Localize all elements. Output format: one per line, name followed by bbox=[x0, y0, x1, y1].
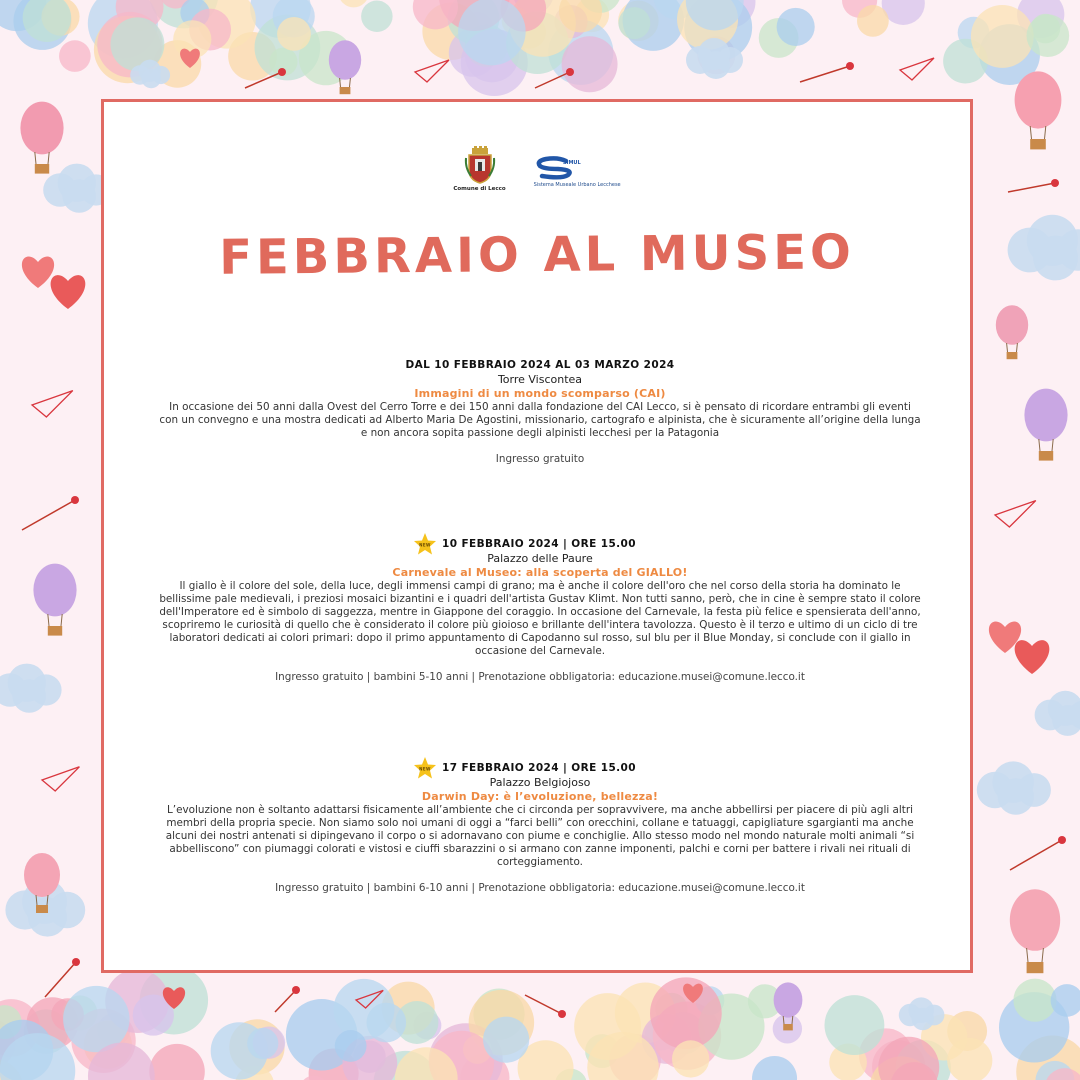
arrow-decoration bbox=[72, 958, 80, 966]
arrow-decoration bbox=[275, 990, 296, 1012]
bubble-decoration bbox=[59, 40, 91, 72]
arrow-decoration bbox=[22, 500, 75, 530]
event-description: Il giallo è il colore del sole, della luce, degli immensi campi di grano; ma è anche il colore dell'oro che nel corso della storia ha dominato le bellissime pale medievali, i preziosi mosaici bizantini e i quadri dell'artista Gustav Klimt. Non tutti sanno, però, che in cine è sempre stato il colore dell'Imperatore ed è simbolo di saggezza, mentre in Giappone del coraggio. In occasione del Carnevale, la festa più felice e spensierata dell'anno, scopriremo le curiosità di quello che è considerato il colore più gioioso e brillante dell'intera tavolozza. Questo è il terzo e ultimo di un ciclo di tre laboratori dedicati ai colori primari: dopo il primo appuntamento di Capodanno sul rosso, sul blu per il Blue Monday, si conclude con il giallo in occasione del Carnevale. bbox=[159, 580, 921, 657]
simul-mark: SIMUL bbox=[562, 160, 581, 166]
balloon-decoration bbox=[996, 305, 1028, 345]
balloon-decoration bbox=[329, 40, 361, 80]
event-place: Torre Viscontea bbox=[497, 373, 583, 386]
paper-plane-decoration bbox=[415, 60, 449, 82]
paper-plane-decoration bbox=[32, 391, 73, 417]
balloon-basket bbox=[1039, 451, 1053, 461]
event-description: L’evoluzione non è soltanto adattarsi fisicamente all’ambiente che ci circonda per sopravvivere, ma anche abbellirsi per piacere di più agli altri membri della propria specie. Non siamo solo noi umani di oggi a “farci belli” con orecchini, collane e tatuaggi, capigliature sgargianti ma anche alcuni dei nostri antenati si dipingevano il corpo o si adornavano con piume e conchiglie. Allo stesso modo nel mondo naturale molti animali “si abbelliscono” con piumaggi colorati e vistosi e ciuffi sbarazzini o si armano con zanne imponenti, palchi e corni per battere i rivali nei rituali di corteggiamento. bbox=[165, 804, 915, 868]
logo-bar bbox=[104, 146, 970, 192]
cloud-decoration bbox=[702, 51, 730, 79]
comune-di-lecco-logo bbox=[453, 146, 505, 192]
event-place: Palazzo Belgiojoso bbox=[489, 776, 591, 789]
arrow-decoration bbox=[1051, 179, 1059, 187]
arrow-decoration bbox=[566, 68, 574, 76]
paper-plane-decoration bbox=[42, 767, 79, 791]
balloon-basket bbox=[1007, 352, 1018, 359]
bubble-decoration bbox=[971, 5, 1034, 68]
event-date: NEW 17 FEBBRAIO 2024 | ORE 15.00 bbox=[159, 760, 921, 775]
cloud-decoration bbox=[12, 679, 46, 713]
balloon-basket bbox=[36, 905, 48, 913]
event-date: DAL 10 FEBBRAIO 2024 AL 03 MARZO 2024 bbox=[405, 358, 675, 371]
bubble-decoration bbox=[1026, 14, 1069, 57]
heart-decoration bbox=[1015, 640, 1050, 674]
balloon-basket bbox=[1030, 139, 1046, 149]
event-date: NEW 10 FEBBRAIO 2024 | ORE 15.00 bbox=[159, 536, 921, 551]
event-place: Palazzo delle Paure bbox=[487, 552, 593, 565]
new-star-icon bbox=[414, 757, 436, 779]
balloon-decoration bbox=[1010, 889, 1060, 951]
event-info: Ingresso gratuito | bambini 5-10 anni | Prenotazione obbligatoria: educazione.musei@comune.lecco.it bbox=[275, 671, 805, 683]
page-title: FEBBRAIO AL MUSEO bbox=[218, 224, 856, 286]
cloud-decoration bbox=[912, 1008, 934, 1030]
balloon-decoration bbox=[33, 564, 76, 617]
balloon-basket bbox=[340, 87, 351, 94]
cloud-decoration bbox=[62, 179, 96, 213]
bubble-decoration bbox=[857, 5, 889, 37]
event-description: In occasione dei 50 anni dalla Ovest del Cerro Torre e dei 150 anni dalla fondazione del CAI Lecco, si è pensato di ricordare entrambi gli eventi con un convegno e una mostra dedicati ad Alberto Maria De Agostini, missionario, cartografo e alpinista, che è sicuramente all’origine della lunga e non ancora sopita passione degli alpinisti lecchesi per la Patagonia bbox=[159, 401, 921, 439]
arrow-decoration bbox=[846, 62, 854, 70]
balloon-basket bbox=[1027, 962, 1044, 973]
bubble-decoration bbox=[335, 1030, 367, 1062]
balloon-decoration bbox=[774, 982, 803, 1017]
arrow-decoration bbox=[278, 68, 286, 76]
heart-decoration bbox=[51, 275, 86, 309]
bubble-decoration bbox=[824, 995, 884, 1055]
event-2 bbox=[159, 536, 921, 683]
cloud-decoration bbox=[141, 69, 161, 89]
new-badge: NEW bbox=[419, 766, 431, 771]
paper-plane-decoration bbox=[995, 501, 1036, 527]
simul-s-icon bbox=[534, 156, 581, 180]
event-1 bbox=[159, 357, 921, 465]
bubble-decoration bbox=[149, 1044, 204, 1080]
arrow-decoration bbox=[292, 986, 300, 994]
event-name: Immagini di un mondo scomparso (CAI) bbox=[414, 387, 666, 400]
bubble-decoration bbox=[361, 1, 393, 33]
event-info: Ingresso gratuito bbox=[495, 453, 585, 465]
bubble-decoration bbox=[752, 1056, 797, 1080]
balloon-basket bbox=[783, 1024, 793, 1030]
bubble-decoration bbox=[1013, 979, 1056, 1022]
comune-caption: Comune di Lecco bbox=[453, 186, 506, 192]
bubble-decoration bbox=[338, 0, 369, 7]
arrow-decoration bbox=[558, 1010, 566, 1018]
bubble-decoration bbox=[562, 36, 618, 92]
arrow-decoration bbox=[71, 496, 79, 504]
cloud-decoration bbox=[998, 778, 1034, 814]
bubble-decoration bbox=[672, 1040, 709, 1077]
event-name: Carnevale al Museo: alla scoperta del GIALLO! bbox=[392, 566, 688, 579]
event-info: Ingresso gratuito | bambini 6-10 anni | Prenotazione obbligatoria: educazione.musei@comune.lecco.it bbox=[275, 882, 805, 894]
event-3 bbox=[159, 760, 921, 894]
balloon-basket bbox=[48, 626, 62, 636]
balloon-basket bbox=[35, 164, 49, 174]
arrow-decoration bbox=[1010, 840, 1062, 870]
arrow-decoration bbox=[1058, 836, 1066, 844]
bubble-decoration bbox=[333, 979, 394, 1040]
paper-plane-decoration bbox=[900, 58, 934, 80]
balloon-decoration bbox=[20, 102, 63, 155]
coat-of-arms-icon bbox=[465, 146, 495, 184]
arrow-decoration bbox=[1008, 183, 1055, 192]
new-star-icon bbox=[414, 533, 436, 555]
heart-decoration bbox=[22, 257, 54, 288]
simul-caption: Sistema Museale Urbano Lecchese bbox=[533, 182, 621, 188]
arrow-decoration bbox=[45, 962, 76, 997]
bubble-decoration bbox=[618, 7, 650, 39]
event-name: Darwin Day: è l’evoluzione, bellezza! bbox=[421, 790, 659, 803]
new-badge: NEW bbox=[419, 542, 431, 547]
bubble-decoration bbox=[458, 0, 526, 65]
balloon-decoration bbox=[24, 853, 60, 897]
bubble-decoration bbox=[483, 1017, 529, 1063]
content-card bbox=[101, 99, 973, 973]
balloon-decoration bbox=[1024, 389, 1067, 442]
simul-logo bbox=[534, 156, 621, 188]
balloon-decoration bbox=[1015, 71, 1062, 128]
cloud-decoration bbox=[1033, 236, 1078, 281]
bubble-decoration bbox=[247, 1028, 278, 1059]
bubble-decoration bbox=[277, 17, 311, 51]
bubble-decoration bbox=[63, 986, 129, 1052]
bubble-decoration bbox=[777, 8, 815, 46]
arrow-decoration bbox=[800, 66, 850, 82]
